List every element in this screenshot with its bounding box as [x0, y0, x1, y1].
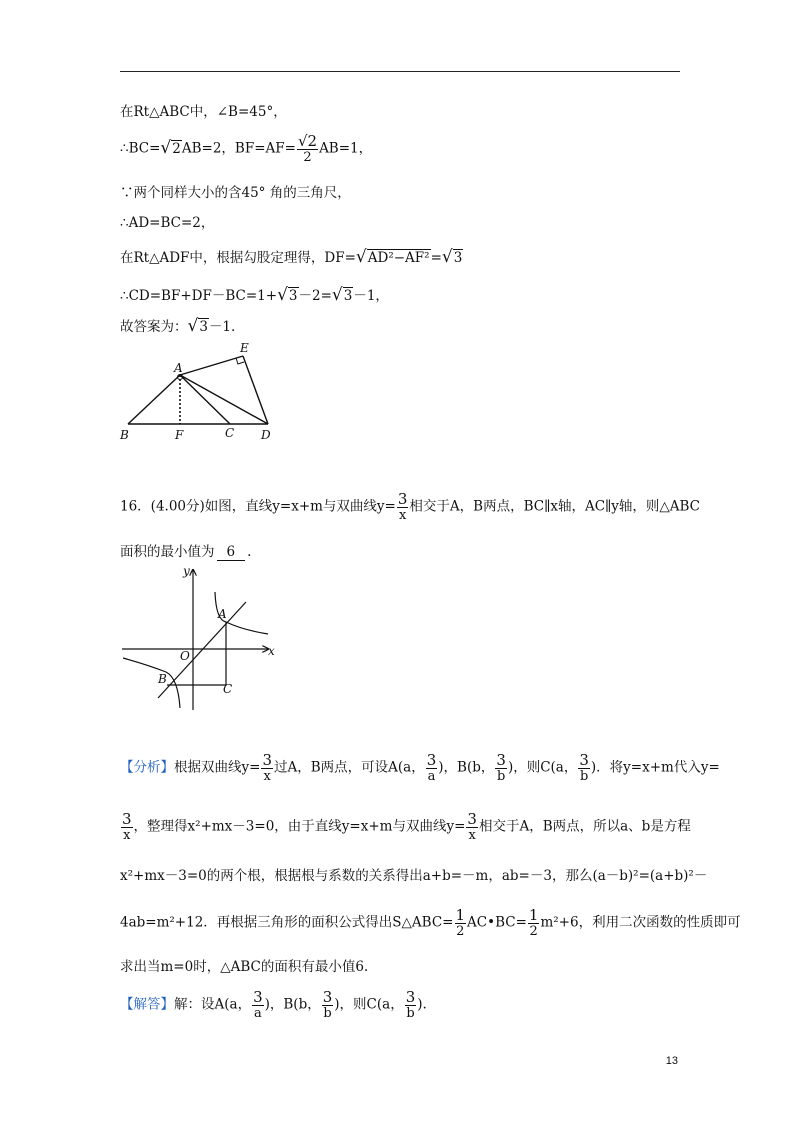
axis-label-x: x: [268, 644, 275, 658]
label-C: C: [223, 682, 233, 696]
header-rule: [120, 71, 680, 72]
solution-line-6: ∴CD=BF+DF－BC=1+√3－2=√3－1，: [120, 285, 389, 305]
analysis-line-4: 4ab=m²+12．再根据三角形的面积公式得出S△ABC= $\frac{1}{2}$ AC•BC= $\frac{1}{2}$ m²+6，利用二次函数的性质即可: [120, 906, 741, 939]
answer-tag: 【解答】: [120, 996, 174, 1013]
label-B: B: [158, 672, 167, 686]
label-A: A: [174, 361, 183, 375]
analysis-line-1: 【分析】根据双曲线y= $\frac{3}{x}$ 过A，B两点，可设A(a， $\frac{3}{a}$ )，B(b， $\frac{3}{b}$ )，则C(a， $\frac{3}{b}$ )．将y=x+m代入y=: [120, 751, 720, 784]
fraction: $\frac{√2}{2}$: [297, 132, 318, 165]
analysis-line-5: 求出当m=0时，△ABC的面积有最小值6.: [120, 959, 369, 975]
sqrt-expr: √3: [441, 247, 463, 267]
answer-line: 【解答】解：设A(a， $\frac{3}{a}$ )，B(b， $\frac{3}{b}$ )，则C(a， $\frac{3}{b}$ ).: [120, 988, 427, 1021]
analysis-tag: 【分析】: [120, 759, 174, 776]
question-16-line-1: 16．(4.00分)如图，直线y=x+m与双曲线y= $\frac{3}{x}$ 相交于A，B两点，BC∥x轴，AC∥y轴，则△ABC: [120, 490, 701, 523]
hyperbola-figure: [118, 560, 278, 715]
page-number: 13: [665, 1055, 678, 1067]
label-F: F: [175, 428, 184, 442]
analysis-line-2: $\frac{3}{x}$ ，整理得x²+mx－3=0，由于直线y=x+m与双曲线y= $\frac{3}{x}$ 相交于A，B两点，所以a、b是方程: [122, 810, 691, 843]
label-D: D: [261, 428, 271, 442]
axis-label-y: y: [183, 564, 190, 578]
label-B: B: [120, 428, 129, 442]
label-E: E: [240, 341, 249, 355]
triangle-figure: [118, 340, 288, 445]
question-16-line-2: 面积的最小值为 6 .: [120, 544, 252, 560]
sqrt-expr: √2: [160, 137, 181, 158]
analysis-line-3: x²+mx－3=0的两个根，根据根与系数的关系得出a+b=－m，ab=－3，那么(a－b)²=(a+b)²－: [120, 868, 708, 884]
solution-line-1: 在Rt△ABC中，∠B=45°，: [120, 104, 287, 120]
label-C: C: [225, 426, 235, 440]
label-A: A: [218, 607, 227, 621]
solution-line-2: ∴BC=√2AB=2，BF=AF= $\frac{√2}{2}$ AB=1，: [120, 132, 373, 165]
solution-answer-line: 故答案为：√3－1.: [120, 316, 236, 336]
solution-line-3: ∵两个同样大小的含45° 角的三角尺，: [120, 185, 351, 201]
sqrt-expr: √AD²−AF²: [355, 247, 430, 267]
answer-blank: 6: [217, 544, 246, 561]
solution-line-5: 在Rt△ADF中，根据勾股定理得，DF=√AD²−AF²=√3: [120, 247, 463, 267]
label-O: O: [180, 649, 190, 663]
solution-line-4: ∴AD=BC=2，: [120, 215, 215, 231]
